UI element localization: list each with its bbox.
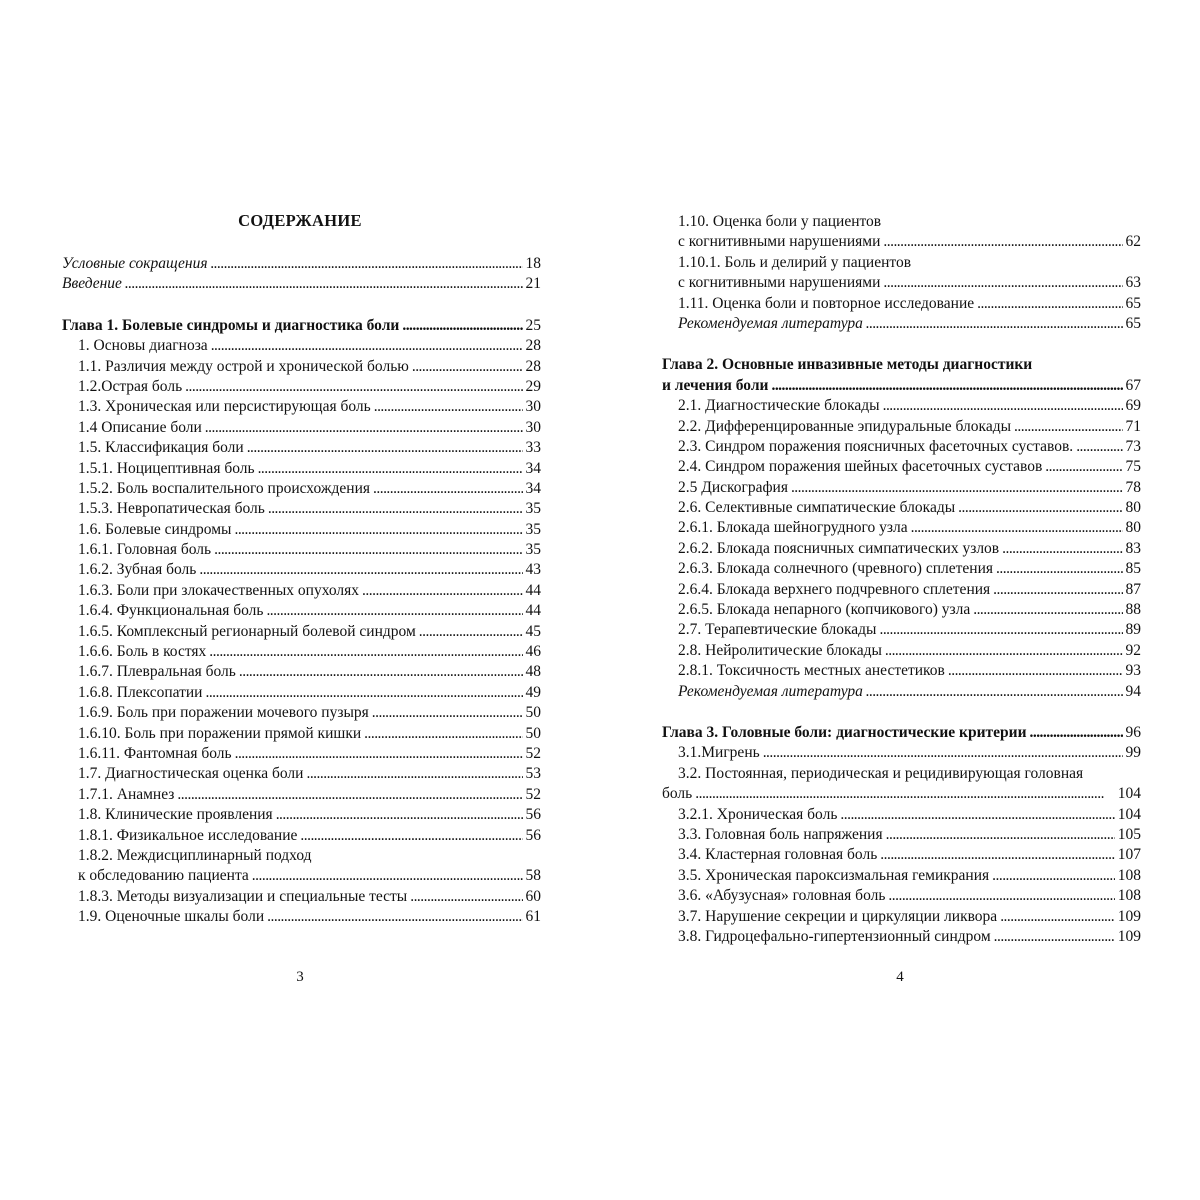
toc-entry-label: 1.8. Клинические проявления	[78, 806, 273, 824]
toc-entry[interactable]	[662, 784, 1141, 804]
toc-entry-page: 80	[1125, 519, 1141, 537]
toc-entry-page: 65	[1125, 294, 1141, 312]
toc-entry-page: 62	[1125, 233, 1141, 251]
dot-leader	[268, 499, 523, 519]
toc-entry[interactable]	[62, 438, 541, 458]
dot-leader	[211, 254, 523, 274]
toc-entry-page: 30	[525, 398, 541, 416]
dot-leader	[840, 805, 1114, 825]
dot-leader	[886, 825, 1115, 845]
toc-entry-label: 1.7.1. Анамнез	[78, 785, 175, 803]
toc-entry-page: 109	[1117, 907, 1141, 925]
dot-leader	[374, 397, 523, 417]
toc-entry-label: боль	[662, 785, 693, 803]
toc-entry-page: 61	[525, 908, 541, 926]
toc-entry-label: 3.1.Мигрень	[678, 744, 760, 762]
toc-entry[interactable]	[62, 785, 541, 805]
toc-entry-label: 2.1. Диагностические блокады	[678, 397, 880, 415]
toc-entry[interactable]	[662, 620, 1141, 640]
toc-entry[interactable]	[62, 336, 541, 356]
toc-entry-label: 1.6.10. Боль при поражении прямой кишки	[78, 724, 362, 742]
toc-entry-label: 1.3. Хроническая или персистирующая боль	[78, 398, 371, 416]
toc-entry[interactable]	[62, 805, 541, 825]
toc-entry-label: 2.4. Синдром поражения шейных фасеточных суставов	[678, 458, 1043, 476]
toc-entry-label: 1.6.5. Комплексный регионарный болевой синдром	[78, 622, 416, 640]
toc-entry-page: 96	[1125, 723, 1141, 741]
toc-entry-page: 108	[1117, 887, 1141, 905]
toc-entry[interactable]	[662, 600, 1141, 620]
dot-leader	[883, 232, 1122, 252]
toc-entry-label: 1.5. Классификация боли	[78, 439, 244, 457]
dot-leader	[266, 601, 522, 621]
toc-entry-page: 60	[525, 887, 541, 905]
toc-chapter-entry[interactable]	[662, 355, 1141, 375]
dot-leader	[306, 764, 522, 784]
toc-list-right	[662, 212, 1141, 947]
toc-entry-label: 2.6.3. Блокада солнечного (чревного) сплетения	[678, 560, 994, 578]
dot-leader	[883, 273, 1122, 293]
dot-leader	[866, 314, 1123, 334]
toc-entry[interactable]	[62, 397, 541, 417]
toc-entry[interactable]	[662, 580, 1141, 600]
toc-entry-page: 67	[1125, 376, 1141, 394]
dot-leader	[1000, 907, 1115, 927]
toc-entry-label: 1.6.9. Боль при поражении мочевого пузыря	[78, 704, 369, 722]
toc-entry-page: 48	[525, 663, 541, 681]
dot-leader	[1014, 417, 1122, 437]
section-gap	[662, 702, 1141, 723]
toc-entry-page: 43	[525, 561, 541, 579]
toc-entry[interactable]	[62, 764, 541, 784]
toc-entry-page: 53	[525, 765, 541, 783]
toc-entry[interactable]	[62, 377, 541, 397]
dot-leader	[879, 620, 1122, 640]
toc-entry[interactable]	[62, 744, 541, 764]
dot-leader	[1002, 539, 1122, 559]
toc-entry-label: 1.6.7. Плевральная боль	[78, 663, 236, 681]
toc-entry-page: 35	[525, 541, 541, 559]
toc-entry-page: 104	[1117, 785, 1141, 803]
toc-entry[interactable]	[62, 846, 541, 866]
toc-entry-page: 30	[525, 418, 541, 436]
toc-entry-page: 89	[1125, 621, 1141, 639]
toc-entry[interactable]	[662, 457, 1141, 477]
toc-entry-label: 1.6.1. Головная боль	[78, 541, 212, 559]
toc-entry-page: 56	[525, 806, 541, 824]
toc-entry-label: 2.7. Терапевтические блокады	[678, 621, 877, 639]
toc-entry[interactable]	[662, 437, 1141, 457]
toc-entry-page: 87	[1125, 580, 1141, 598]
dot-leader	[214, 540, 522, 560]
toc-entry-page: 28	[525, 337, 541, 355]
toc-entry[interactable]	[62, 357, 541, 377]
toc-entry-label: 2.2. Дифференцированные эпидуральные блокады	[678, 417, 1012, 435]
toc-entry[interactable]	[62, 499, 541, 519]
toc-entry-label: с когнитивными нарушениями	[678, 233, 881, 251]
toc-entry-page: 65	[1125, 314, 1141, 332]
dot-leader	[209, 642, 522, 662]
toc-entry[interactable]	[62, 254, 541, 274]
toc-entry[interactable]	[62, 622, 541, 642]
toc-entry-label: 3.4. Кластерная головная боль	[678, 846, 878, 864]
toc-entry-label: 1.4 Описание боли	[78, 418, 202, 436]
toc-entry-label: 1.5.1. Ноцицептивная боль	[78, 459, 255, 477]
toc-entry[interactable]	[662, 641, 1141, 661]
dot-leader	[234, 520, 522, 540]
toc-entry[interactable]	[662, 764, 1141, 784]
toc-entry-page: 78	[1125, 478, 1141, 496]
toc-entry-page: 50	[525, 704, 541, 722]
toc-entry-label: 1.5.3. Невропатическая боль	[78, 500, 265, 518]
toc-entry-label: 1.8.3. Методы визуализации и специальные тесты	[78, 887, 408, 905]
dot-leader	[276, 805, 523, 825]
toc-entry[interactable]	[662, 518, 1141, 538]
dot-leader	[911, 518, 1123, 538]
toc-entry-label: и лечения боли	[662, 376, 769, 394]
toc-entry[interactable]	[662, 498, 1141, 518]
toc-entry-label: Глава 2. Основные инвазивные методы диагностики	[662, 356, 1033, 374]
toc-chapter-entry[interactable]	[662, 376, 1141, 396]
dot-leader	[992, 866, 1115, 886]
toc-entry-page: 46	[525, 643, 541, 661]
toc-entry[interactable]	[662, 396, 1141, 416]
dot-leader	[177, 785, 522, 805]
toc-entry-label: 2.3. Синдром поражения поясничных фасеточных суставов.	[678, 437, 1074, 455]
toc-entry[interactable]	[62, 683, 541, 703]
toc-entry-label: 1.8.1. Физикальное исследование	[78, 826, 298, 844]
toc-entry-page: 50	[525, 724, 541, 742]
toc-entry[interactable]	[662, 845, 1141, 865]
toc-entry-page: 105	[1117, 825, 1141, 843]
dot-leader	[267, 907, 522, 927]
dot-leader	[791, 478, 1123, 498]
toc-entry[interactable]	[662, 478, 1141, 498]
toc-entry-page: 73	[1125, 437, 1141, 455]
toc-entry-page: 35	[525, 500, 541, 518]
toc-entry-label: Введение	[62, 275, 122, 293]
toc-entry-label: 1. Основы диагноза	[78, 337, 208, 355]
toc-entry-label: 2.6.5. Блокада непарного (копчикового) узла	[678, 601, 971, 619]
toc-entry-page: 34	[525, 459, 541, 477]
toc-entry[interactable]	[62, 418, 541, 438]
toc-entry-label: 1.5.2. Боль воспалительного происхождения	[78, 479, 371, 497]
toc-entry[interactable]	[62, 581, 541, 601]
dot-leader	[866, 682, 1123, 702]
dot-leader	[885, 641, 1123, 661]
dot-leader	[763, 743, 1123, 763]
toc-entry-page: 52	[525, 744, 541, 762]
dot-leader	[994, 927, 1115, 947]
toc-entry-page: 108	[1117, 866, 1141, 884]
dot-leader	[412, 357, 523, 377]
toc-entry[interactable]	[62, 601, 541, 621]
toc-entry-page: 58	[525, 867, 541, 885]
toc-entry-page: 83	[1125, 539, 1141, 557]
toc-entry-page: 28	[525, 357, 541, 375]
toc-entry-label: 3.2.1. Хроническая боль	[678, 805, 838, 823]
toc-entry[interactable]	[662, 805, 1141, 825]
toc-entry[interactable]	[662, 253, 1141, 273]
toc-entry[interactable]	[662, 539, 1141, 559]
toc-entry-label: Глава 1. Болевые синдромы и диагностика боли	[62, 316, 400, 334]
dot-leader	[419, 622, 523, 642]
toc-entry-label: 1.9. Оценочные шкалы боли	[78, 908, 265, 926]
toc-entry-page: 29	[525, 377, 541, 395]
toc-entry-label: 1.8.2. Междисциплинарный подход	[78, 846, 312, 864]
dot-leader	[372, 703, 523, 723]
toc-entry-label: 2.6.2. Блокада поясничных симпатических узлов	[678, 539, 1000, 557]
toc-entry[interactable]	[62, 459, 541, 479]
toc-entry-page: 35	[525, 520, 541, 538]
toc-entry-page: 94	[1125, 682, 1141, 700]
toc-entry-label: Рекомендуемая литература	[678, 314, 863, 332]
toc-entry-label: Глава 3. Головные боли: диагностические критерии	[662, 723, 1027, 741]
dot-leader	[948, 661, 1123, 681]
toc-entry-page: 93	[1125, 662, 1141, 680]
toc-entry-label: 1.6. Болевые синдромы	[78, 520, 232, 538]
toc-entry-page: 99	[1125, 744, 1141, 762]
toc-chapter-entry[interactable]	[62, 316, 541, 336]
dot-leader	[977, 294, 1122, 314]
toc-entry-page: 85	[1125, 560, 1141, 578]
toc-entry-page: 69	[1125, 397, 1141, 415]
dot-leader	[205, 683, 522, 703]
dot-leader	[993, 580, 1122, 600]
toc-chapter-entry[interactable]	[662, 723, 1141, 743]
toc-entry[interactable]	[662, 559, 1141, 579]
toc-entry[interactable]	[662, 825, 1141, 845]
toc-entry-label: 1.6.3. Боли при злокачественных опухолях	[78, 581, 360, 599]
toc-entry[interactable]	[62, 479, 541, 499]
toc-list-left	[62, 254, 541, 928]
toc-entry-label: 2.6. Селективные симпатические блокады	[678, 499, 956, 517]
dot-leader	[239, 662, 523, 682]
toc-entry-page: 44	[525, 581, 541, 599]
dot-leader	[199, 560, 522, 580]
toc-entry-label: 1.6.11. Фантомная боль	[78, 744, 232, 762]
toc-entry-page: 63	[1125, 274, 1141, 292]
toc-entry[interactable]	[662, 866, 1141, 886]
toc-entry-label: 3.3. Головная боль напряжения	[678, 825, 883, 843]
toc-entry-label: 1.6.8. Плексопатии	[78, 683, 203, 701]
toc-entry-label: с когнитивными нарушениями	[678, 274, 881, 292]
toc-entry-page: 75	[1125, 458, 1141, 476]
dot-leader	[1045, 457, 1122, 477]
toc-entry[interactable]	[62, 826, 541, 846]
dot-leader	[205, 418, 523, 438]
toc-entry[interactable]	[62, 540, 541, 560]
toc-entry-label: 3.5. Хроническая пароксизмальная гемикрания	[678, 866, 990, 884]
toc-entry[interactable]	[62, 724, 541, 744]
toc-entry-label: 1.11. Оценка боли и повторное исследование	[678, 294, 975, 312]
toc-entry-label: 3.7. Нарушение секреции и циркуляции ликвора	[678, 907, 998, 925]
toc-entry-label: 1.6.6. Боль в костях	[78, 643, 207, 661]
toc-entry-page: 49	[525, 683, 541, 701]
toc-entry-page: 71	[1125, 417, 1141, 435]
dot-leader	[771, 376, 1122, 396]
toc-entry[interactable]	[62, 274, 541, 294]
toc-entry[interactable]	[662, 907, 1141, 927]
dot-leader	[410, 887, 522, 907]
toc-entry-label: 1.6.2. Зубная боль	[78, 561, 197, 579]
toc-entry-label: 1.6.4. Функциональная боль	[78, 602, 264, 620]
toc-entry-page: 88	[1125, 601, 1141, 619]
dot-leader	[880, 845, 1114, 865]
page-number: 4	[896, 969, 904, 985]
toc-entry-page: 33	[525, 439, 541, 457]
dot-leader	[247, 438, 523, 458]
dot-leader	[258, 459, 523, 479]
dot-leader	[1076, 437, 1122, 457]
section-gap	[62, 295, 541, 316]
toc-entry-page: 92	[1125, 641, 1141, 659]
toc-entry-page: 25	[525, 316, 541, 334]
dot-leader	[373, 479, 522, 499]
toc-entry[interactable]	[662, 294, 1141, 314]
toc-entry-label: 2.8. Нейролитические блокады	[678, 641, 882, 659]
dot-leader	[973, 600, 1122, 620]
toc-entry-page: 21	[525, 275, 541, 293]
toc-entry-label: 1.7. Диагностическая оценка боли	[78, 765, 304, 783]
toc-entry-page: 45	[525, 622, 541, 640]
toc-entry[interactable]	[662, 314, 1141, 334]
toc-entry-label: 2.8.1. Токсичность местных анестетиков	[678, 662, 945, 680]
toc-entry-page: 18	[525, 255, 541, 272]
dot-leader	[235, 744, 523, 764]
dot-leader	[211, 336, 523, 356]
dot-leader	[958, 498, 1122, 518]
dot-leader	[883, 396, 1123, 416]
dot-leader	[402, 316, 522, 336]
toc-entry[interactable]	[62, 907, 541, 927]
section-gap	[662, 334, 1141, 355]
toc-entry-label: Условные сокращения	[62, 255, 208, 272]
toc-entry-label: 1.2.Острая боль	[78, 377, 183, 395]
page-title: СОДЕРЖАНИЕ	[238, 211, 362, 230]
dot-leader	[1030, 723, 1123, 743]
toc-entry-page: 34	[525, 479, 541, 497]
toc-entry-label: 2.5 Дискография	[678, 478, 788, 496]
dot-leader	[300, 826, 522, 846]
toc-entry[interactable]	[662, 232, 1141, 252]
toc-entry-page: 104	[1117, 805, 1141, 823]
toc-entry-label: Рекомендуемая литература	[678, 682, 863, 700]
toc-entry[interactable]	[662, 886, 1141, 906]
toc-entry[interactable]	[62, 642, 541, 662]
dot-leader	[362, 581, 522, 601]
toc-entry[interactable]	[662, 661, 1141, 681]
page-number: 3	[296, 969, 304, 985]
toc-entry[interactable]	[662, 927, 1141, 947]
toc-entry-page: 56	[525, 826, 541, 844]
toc-entry-label: 1.10. Оценка боли у пациентов	[678, 213, 882, 230]
toc-entry-label: к обследованию пациента	[78, 867, 249, 885]
toc-entry[interactable]	[662, 743, 1141, 763]
toc-entry-label: 3.2. Постоянная, периодическая и рецидивирующая головная	[678, 764, 1084, 782]
toc-entry[interactable]	[62, 662, 541, 682]
toc-entry-page: 80	[1125, 499, 1141, 517]
toc-entry-page: 44	[525, 602, 541, 620]
dot-leader	[185, 377, 522, 397]
toc-entry[interactable]	[62, 887, 541, 907]
toc-entry[interactable]	[662, 212, 1141, 232]
dot-leader	[888, 886, 1114, 906]
toc-entry-label: 3.8. Гидроцефально-гипертензионный синдром	[678, 927, 991, 945]
toc-entry-label: 1.1. Различия между острой и хронической болью	[78, 357, 409, 375]
toc-entry-page: 109	[1117, 927, 1141, 945]
right-page	[600, 0, 1200, 1200]
dot-leader	[252, 866, 523, 886]
dot-leader	[125, 274, 523, 294]
dot-leader	[996, 559, 1122, 579]
toc-entry[interactable]	[662, 273, 1141, 293]
toc-entry-label: 1.10.1. Боль и делирий у пациентов	[678, 253, 912, 271]
toc-entry-label: 2.6.4. Блокада верхнего подчревного сплетения	[678, 580, 991, 598]
toc-entry[interactable]	[662, 417, 1141, 437]
toc-entry[interactable]	[62, 560, 541, 580]
toc-entry-label: 3.6. «Абузусная» головная боль	[678, 887, 886, 905]
dot-leader	[695, 784, 1115, 804]
toc-entry[interactable]	[62, 866, 541, 886]
dot-leader	[364, 724, 522, 744]
toc-entry[interactable]	[62, 520, 541, 540]
toc-entry-page: 107	[1117, 846, 1141, 864]
toc-entry[interactable]	[662, 682, 1141, 702]
toc-entry-page: 52	[525, 785, 541, 803]
toc-entry[interactable]	[62, 703, 541, 723]
toc-entry-label: 2.6.1. Блокада шейногрудного узла	[678, 519, 908, 537]
